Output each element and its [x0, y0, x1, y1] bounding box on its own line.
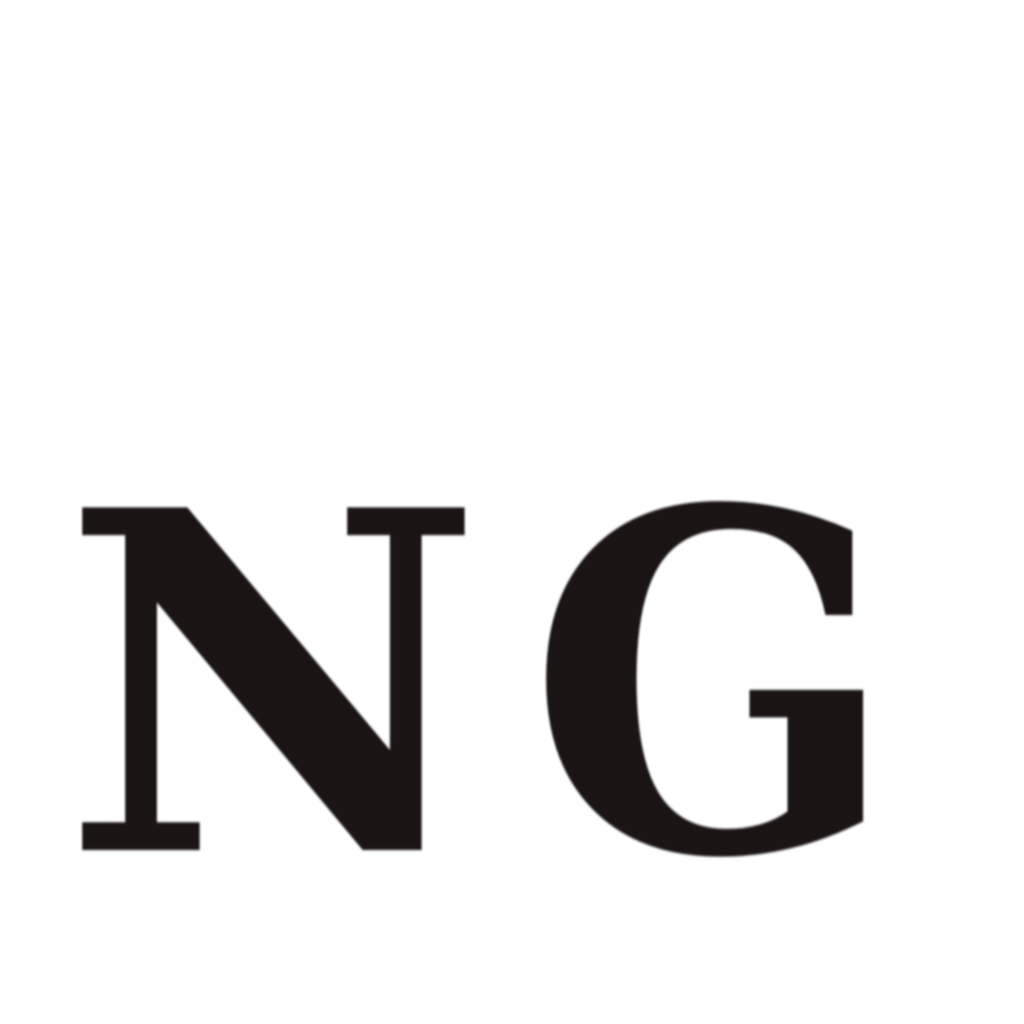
letter-n: N: [62, 409, 484, 961]
letter-g: G: [528, 409, 898, 961]
